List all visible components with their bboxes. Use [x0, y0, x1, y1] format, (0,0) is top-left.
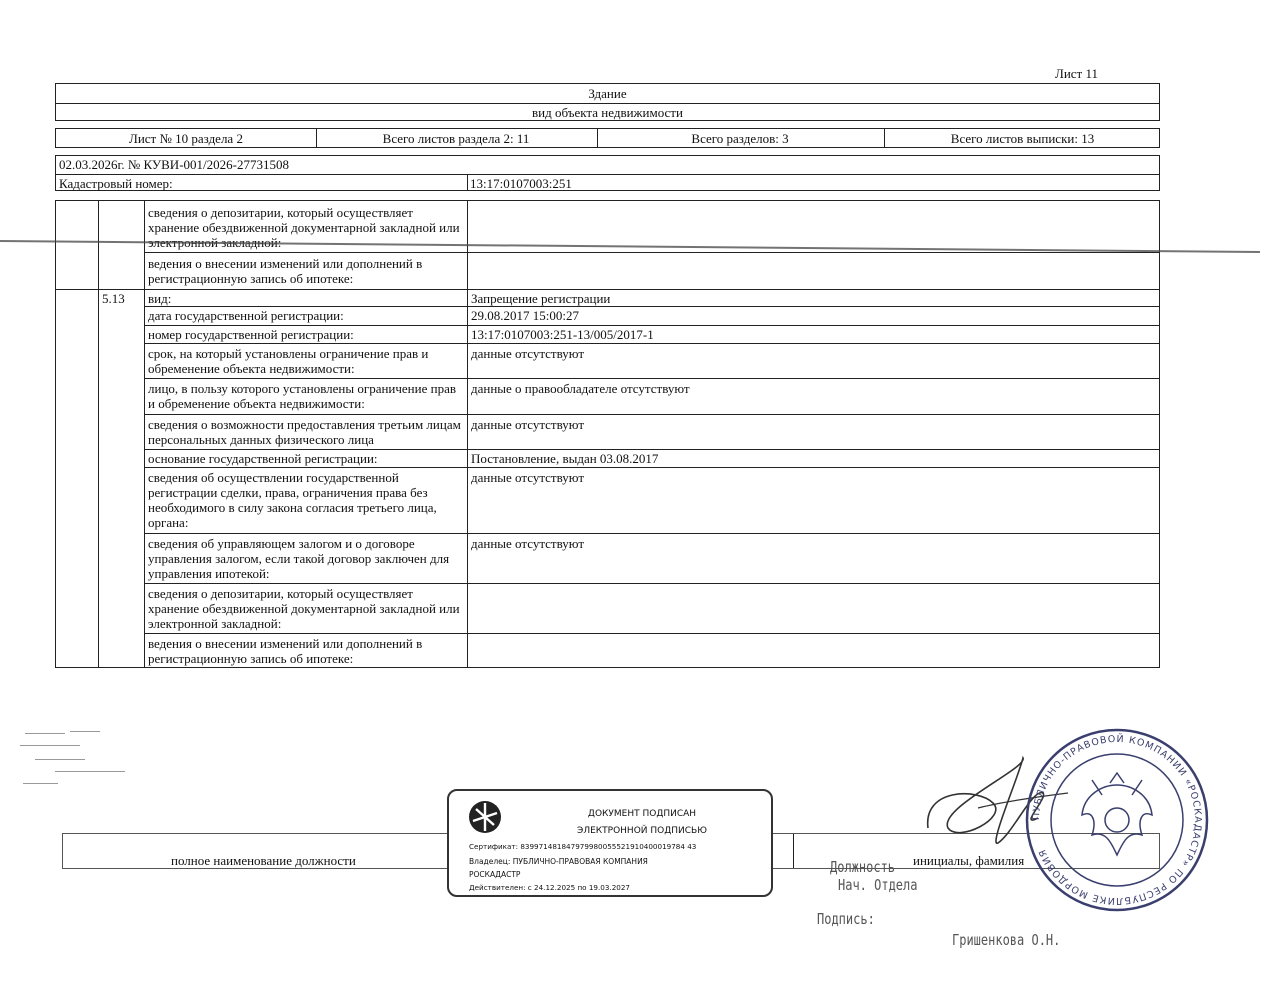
row-label: ведения о внесении изменений или дополнений в регистрационную запись об ипотеке: [148, 636, 423, 666]
e-sign-certificate: Сертификат: 839971481847979980055521910400019784 43 [469, 842, 697, 851]
coat-of-arms-icon [1082, 773, 1152, 855]
object-type-caption: вид объекта недвижимости [532, 105, 683, 120]
section-number: 5.13 [102, 291, 125, 306]
stamp-position-value: Нач. Отдела [838, 876, 918, 894]
scan-noise [15, 725, 135, 795]
seal-text: ПУБЛИЧНО-ПРАВОВОЙ КОМПАНИИ «РОСКАДАСТР» ПО РЕСПУБЛИКЕ МОРДОВИЯ [1030, 733, 1204, 907]
sheet-of-section: Лист № 10 раздела 2 [129, 131, 243, 146]
row-value: данные отсутствуют [471, 346, 585, 361]
row-value [468, 635, 1158, 637]
total-section-sheets: Всего листов раздела 2: 11 [382, 131, 530, 146]
row-value: данные отсутствуют [471, 470, 585, 485]
total-sections: Всего разделов: 3 [691, 131, 789, 146]
doc-id-block [55, 155, 1160, 191]
cadastral-label: Кадастровый номер: [59, 176, 173, 191]
e-sign-title-1: ДОКУМЕНТ ПОДПИСАН [587, 809, 697, 819]
initials-caption: инициалы, фамилия [913, 853, 1025, 868]
row-value: Постановление, выдан 03.08.2017 [471, 451, 659, 466]
row-label: номер государственной регистрации: [148, 327, 354, 342]
row-label: дата государственной регистрации: [148, 308, 344, 323]
object-header [55, 83, 1160, 121]
row-label: сведения об осуществлении государственной регистрации сделки, права, ограничения права без необходимого в силу закона согласия третьего лица, органа: [148, 470, 437, 530]
row-value: данные о правообладателе отсутствуют [471, 381, 690, 396]
official-seal [1022, 725, 1212, 915]
e-signature-stamp [447, 789, 773, 897]
svg-text:ПУБЛИЧНО-ПРАВОВОЙ КОМПАНИИ «РО [1031, 733, 1203, 906]
row-label: вид: [148, 291, 172, 306]
total-extract-sheets: Всего листов выписки: 13 [950, 131, 1095, 146]
e-sign-title-2: ЭЛЕКТРОННОЙ ПОДПИСЬЮ [577, 826, 707, 836]
row-label: лицо, в пользу которого установлены ограничение прав и обременение объекта недвижимости: [148, 381, 456, 411]
row-value [468, 585, 1158, 587]
prev-row-label: сведения о депозитарии, который осуществляет хранение обездвиженной документарной закладной или [148, 205, 460, 235]
row-label: сведения о возможности предоставления третьим лицам персональных данных физического лица [148, 417, 461, 447]
position-caption: полное наименование должности [171, 853, 356, 868]
object-name: Здание [588, 86, 627, 101]
doc-id: 02.03.2026г. № КУВИ-001/2026-27731508 [59, 157, 289, 172]
row-label: срок, на который установлены ограничение прав и обременение объекта недвижимости: [148, 346, 429, 376]
e-sign-owner-1: Владелец: ПУБЛИЧНО-ПРАВОВАЯ КОМПАНИЯ [469, 857, 648, 866]
e-sign-valid: Действителен: с 24.12.2025 по 19.03.2027 [469, 883, 630, 892]
prev-row-label: ведения о внесении изменений или дополнений в регистрационную запись об ипотеке: [148, 256, 423, 286]
e-sign-owner-2: РОСКАДАСТР [469, 870, 521, 879]
records-table [55, 200, 1160, 668]
roskadastr-logo-icon [467, 799, 503, 835]
cadastral-value: 13:17:0107003:251 [470, 176, 572, 191]
row-label: основание государственной регистрации: [148, 451, 378, 466]
row-value: 13:17:0107003:251-13/005/2017-1 [471, 327, 654, 342]
stamp-signature-word: Подпись: [817, 910, 875, 928]
row-value: 29.08.2017 15:00:27 [471, 308, 579, 323]
row-label: сведения о депозитарии, который осуществляет хранение обездвиженной документарной закладной или электронной закладной: [148, 586, 460, 631]
sheet-label: Лист 11 [1055, 66, 1098, 81]
sheet-info-row [55, 128, 1160, 148]
row-label: сведения об управляющем залогом и о договоре управления залогом, если такой договор заключен для управления ипотекой: [148, 536, 450, 581]
row-value: Запрещение регистрации [471, 291, 611, 306]
stamp-name: Гришенкова О.Н. [952, 931, 1061, 949]
stamp-position-word: Должность [830, 858, 896, 876]
row-value: данные отсутствуют [471, 536, 585, 551]
row-value: данные отсутствуют [471, 417, 585, 432]
